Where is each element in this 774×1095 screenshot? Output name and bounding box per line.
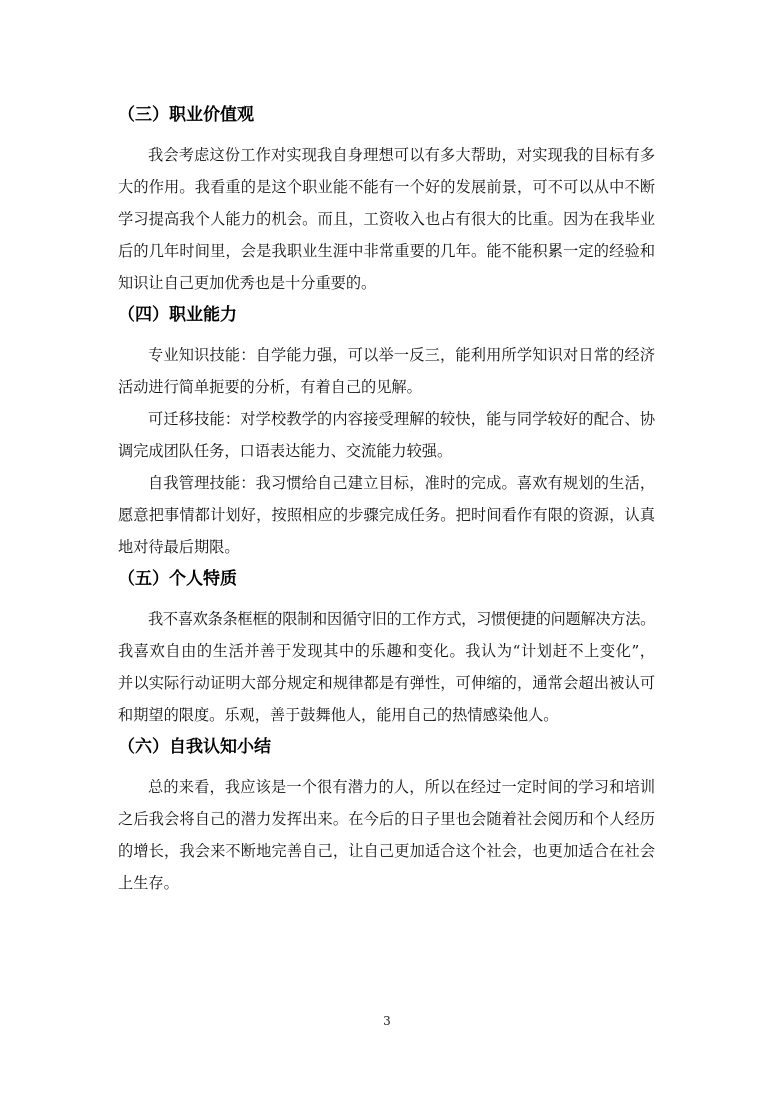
- paragraph-line: 和期望的限度。乐观，善于鼓舞他人，能用自己的热情感染他人。: [118, 706, 559, 724]
- paragraph-line: 之后我会将自己的潜力发挥出来。在今后的日子里也会随着社会阅历和个人经历: [118, 810, 655, 828]
- paragraph-line: 愿意把事情都计划好，按照相应的步骤完成任务。把时间看作有限的资源，认真: [118, 506, 655, 524]
- page-number: 3: [383, 1014, 391, 1028]
- paragraph-line: 自我管理技能：我习惯给自己建立目标，准时的完成。喜欢有规划的生活，: [148, 474, 655, 492]
- paragraph-line: 调完成团队任务，口语表达能力、交流能力较强。: [118, 442, 453, 460]
- section-career-values: [118, 99, 655, 299]
- paragraph-line: 学习提高我个人能力的机会。而且，工资收入也占有很大的比重。因为在我毕业: [118, 210, 655, 228]
- paragraph: [118, 403, 655, 467]
- paragraph-line: 我会考虑这份工作对实现我自身理想可以有多大帮助，对实现我的目标有多: [148, 146, 655, 164]
- section-heading: （五）个人特质: [118, 569, 237, 589]
- section-career-abilities: [118, 299, 655, 563]
- paragraph-line: 我不喜欢条条框框的限制和因循守旧的工作方式，习惯便捷的问题解决方法。: [148, 610, 655, 628]
- paragraph: [118, 139, 655, 299]
- section-heading: （四）职业能力: [118, 305, 237, 325]
- paragraph: [118, 467, 655, 563]
- paragraph-line: 我喜欢自由的生活并善于发现其中的乐趣和变化。我认为“计划赶不上变化”，: [118, 642, 655, 660]
- paragraph-line: 上生存。: [118, 874, 179, 892]
- paragraph-line: 可迁移技能：对学校教学的内容接受理解的较快，能与同学较好的配合、协: [148, 410, 655, 428]
- paragraph: [118, 339, 655, 403]
- section-heading: （三）职业价值观: [118, 105, 254, 125]
- section-personal-traits: [118, 563, 655, 731]
- paragraph-line: 的增长，我会来不断地完善自己，让自己更加适合这个社会，也更加适合在社会: [118, 842, 655, 860]
- paragraph-line: 并以实际行动证明大部分规定和规律都是有弹性，可伸缩的，通常会超出被认可: [118, 674, 655, 692]
- paragraph-line: 专业知识技能：自学能力强，可以举一反三，能利用所学知识对日常的经济: [148, 346, 655, 364]
- paragraph-line: 知识让自己更加优秀也是十分重要的。: [118, 274, 377, 292]
- paragraph-line: 总的来看，我应该是一个很有潜力的人，所以在经过一定时间的学习和培训: [148, 778, 655, 796]
- section-self-awareness-summary: [118, 731, 655, 899]
- paragraph-line: 大的作用。我看重的是这个职业能不能有一个好的发展前景，可不可以从中不断: [118, 178, 655, 196]
- paragraph: [118, 603, 655, 731]
- paragraph-line: 地对待最后期限。: [118, 538, 240, 556]
- document-body: [118, 99, 655, 899]
- paragraph-line: 后的几年时间里，会是我职业生涯中非常重要的几年。能不能积累一定的经验和: [118, 242, 655, 260]
- paragraph-line: 活动进行简单扼要的分析，有着自己的见解。: [118, 378, 422, 396]
- section-heading: （六）自我认知小结: [118, 737, 271, 757]
- paragraph: [118, 771, 655, 899]
